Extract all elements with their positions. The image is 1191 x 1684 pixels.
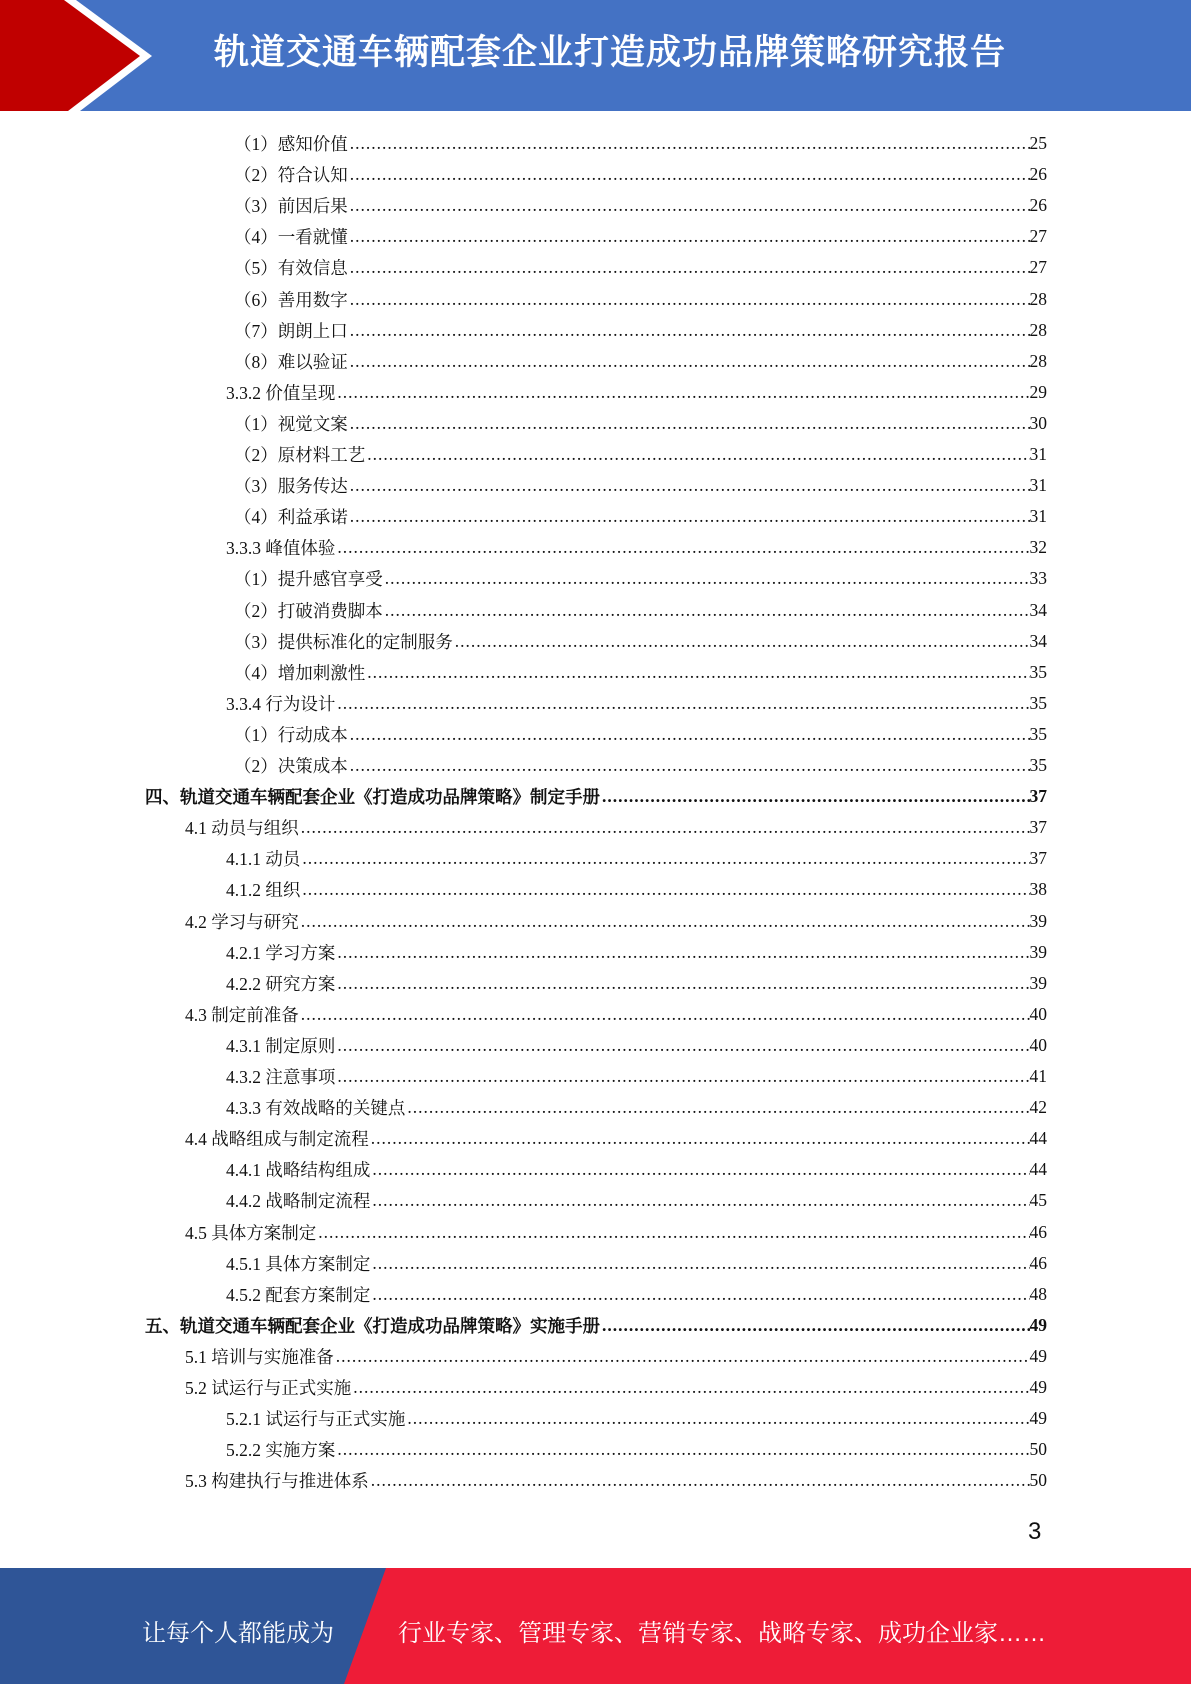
toc-leader-dots — [407, 1408, 1029, 1429]
toc-leader-dots — [337, 382, 1029, 403]
toc-leader-dots — [350, 164, 1030, 185]
toc-entry-label: （7）朗朗上口 — [234, 320, 348, 341]
toc-leader-dots — [371, 1470, 1030, 1491]
toc-entry-page: 49 — [1029, 1408, 1047, 1429]
toc-entry-page: 35 — [1029, 692, 1047, 713]
toc-entry[interactable] — [185, 999, 1047, 1030]
toc-leader-dots — [337, 1035, 1029, 1056]
toc-leader-dots — [372, 1159, 1029, 1180]
toc-leader-dots — [350, 413, 1030, 434]
toc-leader-dots — [336, 1346, 1030, 1367]
toc-entry-page: 50 — [1029, 1439, 1047, 1460]
toc-entry[interactable] — [226, 377, 1047, 408]
toc-entry-page: 32 — [1029, 537, 1047, 558]
toc-entry-label: 5.2.2 实施方案 — [226, 1440, 336, 1461]
toc-entry[interactable] — [234, 252, 1047, 283]
toc-entry-page: 41 — [1029, 1066, 1047, 1086]
toc-entry-page: 27 — [1029, 257, 1047, 278]
toc-entry-page: 31 — [1029, 506, 1047, 527]
toc-entry-page: 28 — [1029, 288, 1047, 309]
toc-entry-label: 4.3.2 注意事项 — [226, 1067, 336, 1087]
toc-leader-dots — [350, 351, 1030, 372]
toc-entry-page: 39 — [1029, 972, 1047, 993]
toc-entry-label: （3）服务传达 — [234, 476, 348, 497]
toc-leader-dots — [337, 537, 1029, 558]
toc-entry-label: 4.2 学习与研究 — [185, 911, 299, 932]
toc-entry-page: 49 — [1029, 1314, 1047, 1335]
toc-entry[interactable] — [234, 284, 1047, 315]
toc-entry[interactable] — [234, 750, 1047, 781]
toc-entry-label: （4）增加刺激性 — [234, 662, 366, 683]
toc-entry-page: 37 — [1029, 817, 1047, 838]
toc-entry-page: 37 — [1029, 848, 1047, 869]
toc-entry-page: 44 — [1029, 1128, 1047, 1149]
toc-entry-page: 25 — [1029, 133, 1047, 153]
toc-entry-page: 31 — [1029, 444, 1047, 464]
page-number: 3 — [1028, 1518, 1042, 1545]
toc-entry-label: 4.5 具体方案制定 — [185, 1222, 317, 1243]
toc-entry-page: 35 — [1029, 661, 1047, 682]
toc-leader-dots — [350, 257, 1030, 278]
toc-entry-label: 4.4.2 战略制定流程 — [226, 1191, 371, 1212]
toc-entry-label: 3.3.2 价值呈现 — [226, 382, 336, 403]
toc-leader-dots — [318, 1222, 1029, 1243]
toc-leader-dots — [337, 942, 1029, 963]
toc-entry-label: 5.1 培训与实施准备 — [185, 1346, 334, 1367]
toc-entry-label: （2）决策成本 — [234, 756, 348, 776]
toc-leader-dots — [367, 444, 1029, 465]
toc-entry[interactable] — [234, 657, 1047, 688]
toc-entry-page: 46 — [1029, 1221, 1047, 1242]
toc-leader-dots — [372, 1253, 1029, 1274]
toc-entry-label: （6）善用数字 — [234, 289, 348, 310]
toc-entry[interactable] — [234, 563, 1047, 594]
toc-leader-dots — [350, 755, 1030, 776]
toc-entry-label: 3.3.4 行为设计 — [226, 693, 336, 714]
toc-entry-label: 4.2.2 研究方案 — [226, 973, 336, 994]
toc-entry-page: 48 — [1029, 1283, 1047, 1304]
toc-entry-page: 35 — [1029, 723, 1047, 744]
toc-leader-dots — [302, 879, 1029, 900]
toc-entry-label: （1）行动成本 — [234, 724, 348, 745]
toc-entry[interactable] — [226, 1030, 1047, 1061]
toc-leader-dots — [385, 600, 1030, 621]
toc-entry-label: 4.3 制定前准备 — [185, 1004, 299, 1025]
toc-entry-page: 39 — [1029, 910, 1047, 931]
toc-entry[interactable] — [234, 439, 1047, 470]
toc-entry-label: 四、轨道交通车辆配套企业《打造成功品牌策略》制定手册 — [145, 787, 600, 808]
toc-entry[interactable] — [185, 1465, 1047, 1496]
toc-entry[interactable] — [234, 595, 1047, 626]
toc-entry[interactable] — [226, 532, 1047, 563]
toc-entry-page: 29 — [1029, 381, 1047, 402]
toc-leader-dots — [372, 1284, 1029, 1305]
toc-entry-label: 4.5.2 配套方案制定 — [226, 1284, 371, 1305]
toc-leader-dots — [301, 1004, 1030, 1025]
toc-entry-label: 五、轨道交通车辆配套企业《打造成功品牌策略》实施手册 — [145, 1315, 600, 1336]
toc-entry-label: 4.1.2 组织 — [226, 880, 301, 901]
toc-entry[interactable] — [226, 1061, 1047, 1092]
toc-entry[interactable] — [226, 1185, 1047, 1216]
toc-entry[interactable] — [234, 128, 1047, 159]
toc-entry[interactable] — [185, 1341, 1047, 1372]
toc-entry-label: （3）提供标准化的定制服务 — [234, 631, 453, 652]
toc-entry-label: 3.3.3 峰值体验 — [226, 538, 336, 559]
toc-entry[interactable] — [226, 1154, 1047, 1185]
toc-entry-page: 42 — [1029, 1097, 1047, 1118]
toc-entry-label: （1）感知价值 — [234, 134, 348, 154]
footer-slogan-left: 让每个人都能成为 — [142, 1620, 334, 1647]
toc-entry-page: 37 — [1029, 786, 1047, 807]
toc-entry-page: 27 — [1029, 226, 1047, 247]
toc-entry-label: （4）一看就懂 — [234, 227, 348, 248]
toc-entry-label: 5.2.1 试运行与正式实施 — [226, 1409, 406, 1430]
toc-entry[interactable] — [234, 190, 1047, 221]
toc-entry-page: 28 — [1029, 319, 1047, 340]
toc-entry-label: 4.1.1 动员 — [226, 849, 301, 870]
toc-entry[interactable] — [226, 1279, 1047, 1310]
toc-entry-page: 44 — [1029, 1159, 1047, 1180]
toc-entry-page: 31 — [1029, 475, 1047, 496]
toc-entry-page: 30 — [1029, 412, 1047, 433]
toc-entry[interactable] — [185, 1372, 1047, 1403]
toc-leader-dots — [371, 1128, 1030, 1149]
toc-leader-dots — [350, 320, 1030, 341]
toc-leader-dots — [350, 289, 1030, 310]
toc-leader-dots — [602, 786, 1030, 807]
toc-entry-page: 34 — [1029, 630, 1047, 651]
toc-entry[interactable] — [226, 843, 1047, 874]
toc-leader-dots — [337, 1066, 1029, 1087]
toc-entry-label: 5.2 试运行与正式实施 — [185, 1378, 352, 1398]
toc-entry[interactable] — [226, 1248, 1047, 1279]
toc-entry-label: 4.4 战略组成与制定流程 — [185, 1129, 369, 1150]
toc-entry-label: （2）符合认知 — [234, 165, 348, 186]
toc-entry[interactable] — [234, 408, 1047, 439]
toc-entry-label: 4.4.1 战略结构组成 — [226, 1160, 371, 1181]
toc-entry-label: 4.3.3 有效战略的关键点 — [226, 1098, 406, 1119]
toc-entry[interactable] — [145, 781, 1047, 812]
toc-entry[interactable] — [234, 470, 1047, 501]
toc-entry[interactable] — [234, 346, 1047, 377]
toc-entry-page: 28 — [1029, 350, 1047, 371]
toc-leader-dots — [372, 1190, 1029, 1211]
toc-leader-dots — [301, 817, 1030, 838]
toc-entry-page: 39 — [1029, 941, 1047, 962]
toc-leader-dots — [350, 195, 1030, 216]
toc-entry-page: 35 — [1029, 755, 1047, 775]
toc-leader-dots — [337, 693, 1029, 714]
toc-entry-label: 4.1 动员与组织 — [185, 818, 299, 839]
toc-leader-dots — [350, 475, 1030, 496]
toc-leader-dots — [350, 506, 1030, 527]
toc-entry[interactable] — [226, 874, 1047, 905]
toc-entry-label: （2）打破消费脚本 — [234, 600, 383, 621]
toc-entry[interactable] — [234, 626, 1047, 657]
toc-entry-page: 38 — [1029, 879, 1047, 900]
toc-entry-page: 50 — [1029, 1470, 1047, 1491]
toc-leader-dots — [353, 1377, 1029, 1398]
toc-entry-label: （1）视觉文案 — [234, 413, 348, 434]
toc-entry[interactable] — [226, 688, 1047, 719]
report-title: 轨道交通车辆配套企业打造成功品牌策略研究报告 — [213, 33, 1006, 72]
toc-leader-dots — [301, 911, 1030, 932]
toc-leader-dots — [350, 724, 1030, 745]
toc-leader-dots — [350, 226, 1030, 247]
toc-entry[interactable] — [185, 906, 1047, 937]
toc-entry-label: 4.2.1 学习方案 — [226, 942, 336, 963]
toc-entry-page: 40 — [1029, 1003, 1047, 1024]
toc-entry[interactable] — [185, 1217, 1047, 1248]
toc-entry-label: （3）前因后果 — [234, 196, 348, 217]
toc-leader-dots — [367, 662, 1029, 683]
toc-entry-page: 33 — [1029, 568, 1047, 589]
toc-entry-label: （5）有效信息 — [234, 258, 348, 279]
toc-entry-label: （1）提升感官享受 — [234, 569, 383, 590]
toc-entry[interactable] — [145, 1310, 1047, 1341]
toc-entry-page: 49 — [1029, 1377, 1047, 1397]
toc-entry[interactable] — [226, 968, 1047, 999]
toc-entry-label: 4.3.1 制定原则 — [226, 1035, 336, 1056]
toc-entry-label: （4）利益承诺 — [234, 507, 348, 528]
toc-entry[interactable] — [226, 1092, 1047, 1123]
toc-entry[interactable] — [234, 159, 1047, 190]
page-header — [0, 0, 1191, 111]
toc-entry-page: 40 — [1029, 1034, 1047, 1055]
toc-leader-dots — [407, 1097, 1029, 1118]
toc-entry-page: 45 — [1029, 1190, 1047, 1211]
toc-entry[interactable] — [226, 937, 1047, 968]
toc-entry-label: 4.5.1 具体方案制定 — [226, 1253, 371, 1274]
toc-entry[interactable] — [234, 719, 1047, 750]
toc-leader-dots — [455, 631, 1030, 652]
toc-entry-page: 34 — [1029, 599, 1047, 620]
toc-leader-dots — [337, 973, 1029, 994]
toc-entry[interactable] — [185, 1123, 1047, 1154]
toc-entry[interactable] — [226, 1434, 1047, 1465]
toc-entry[interactable] — [234, 221, 1047, 252]
toc-entry[interactable] — [234, 315, 1047, 346]
toc-entry[interactable] — [226, 1403, 1047, 1434]
toc-leader-dots — [602, 1315, 1030, 1336]
toc-entry-page: 26 — [1029, 164, 1047, 185]
toc-leader-dots — [302, 848, 1029, 869]
toc-entry-label: （8）难以验证 — [234, 351, 348, 372]
toc-leader-dots — [385, 568, 1030, 589]
toc-entry-page: 26 — [1029, 195, 1047, 216]
toc-entry-page: 46 — [1029, 1252, 1047, 1273]
toc-entry-label: （2）原材料工艺 — [234, 445, 366, 465]
footer-slogan-right: 行业专家、管理专家、营销专家、战略专家、成功企业家…… — [398, 1620, 1046, 1647]
toc-entry[interactable] — [234, 501, 1047, 532]
toc-entry-label: 5.3 构建执行与推进体系 — [185, 1471, 369, 1492]
toc-leader-dots — [350, 133, 1030, 154]
toc-entry-page: 49 — [1029, 1345, 1047, 1366]
toc-entry[interactable] — [185, 812, 1047, 843]
toc-leader-dots — [337, 1439, 1029, 1460]
